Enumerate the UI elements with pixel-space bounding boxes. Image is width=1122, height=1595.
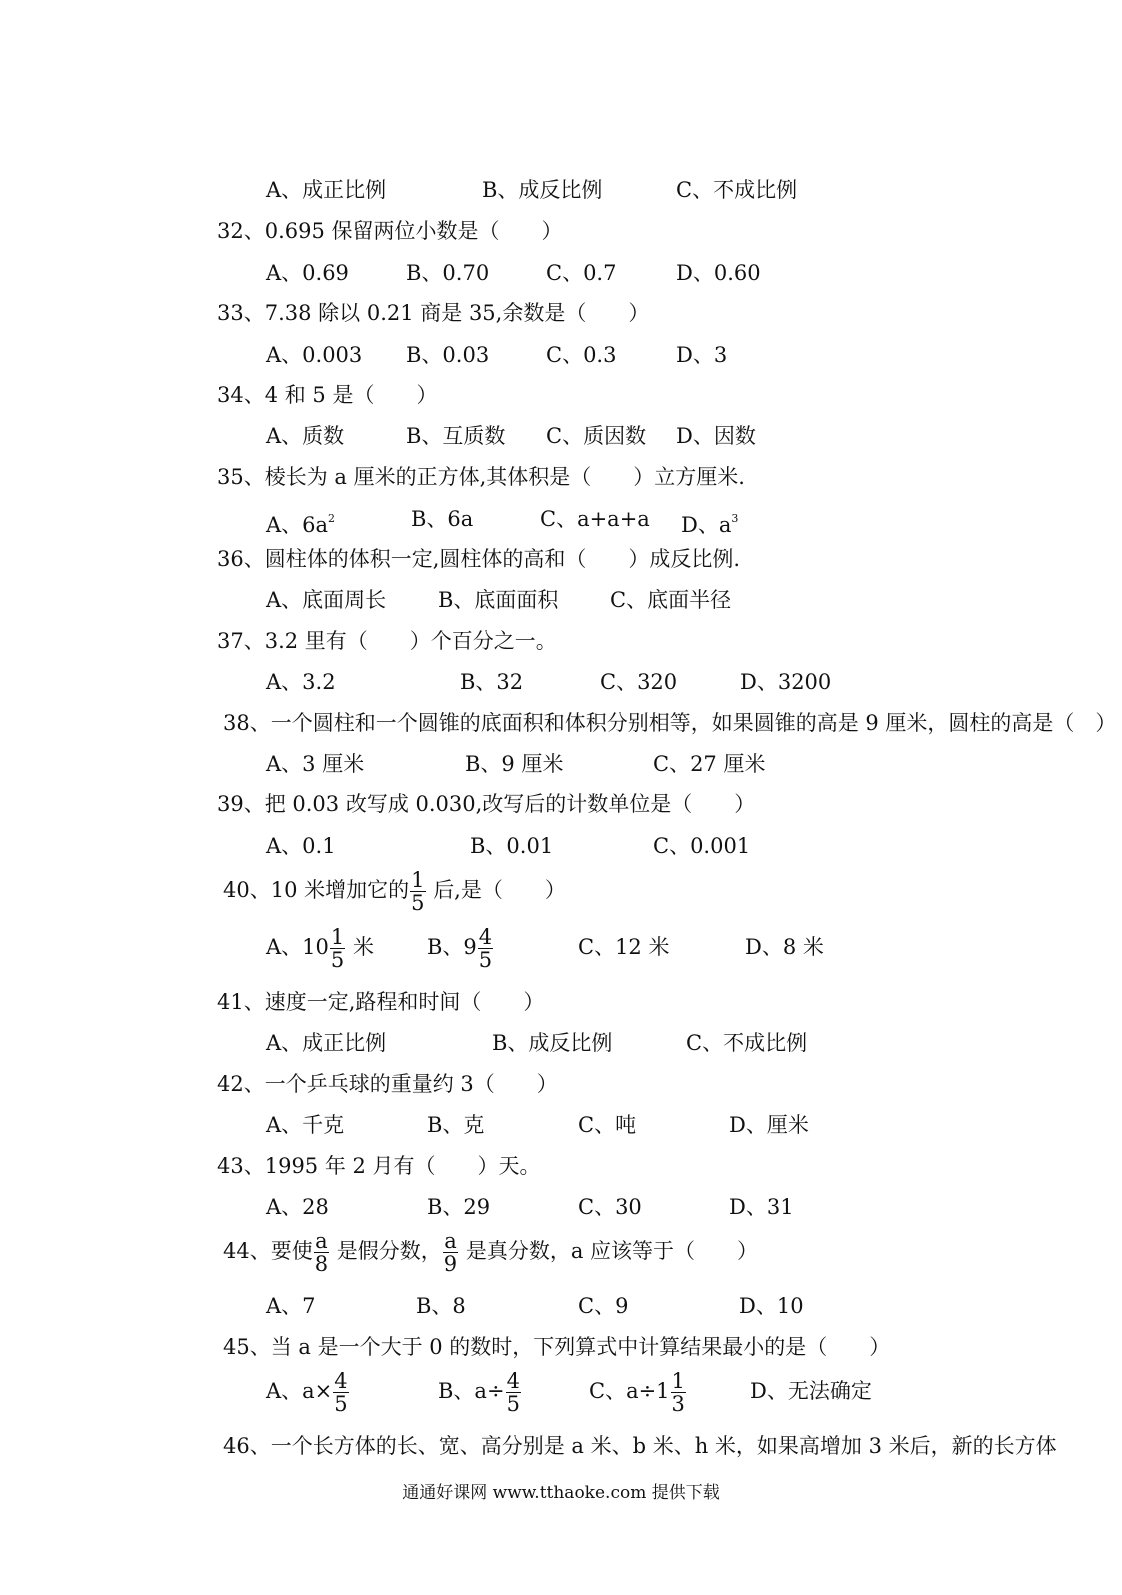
fraction-a-9: $\frac{a}{9}$ (443, 1229, 458, 1276)
q37-option-a: A、3.2 (266, 670, 336, 694)
fraction-1-5: $\frac{1}{5}$ (411, 868, 425, 915)
question-40: 40、10 米增加它的 $\frac{1}{5}$ 后,是（ ） (223, 868, 566, 915)
question-35: 35、棱长为 a 厘米的正方体,其体积是（ ）立方厘米. (217, 465, 745, 489)
q35-option-a: A、$6a^2$ (266, 512, 336, 537)
question-39: 39、把 0.03 改写成 0.030,改写后的计数单位是（ ） (217, 792, 756, 816)
question-36: 36、圆柱体的体积一定,圆柱体的高和（ ）成反比例. (217, 547, 741, 571)
q44-option-c: C、9 (578, 1294, 629, 1318)
q35-option-d: D、$a^3$ (681, 512, 739, 537)
fraction-a-8: $\frac{a}{8}$ (314, 1229, 329, 1276)
q35-option-c: C、a+a+a (540, 507, 650, 531)
q43-option-d: D、31 (729, 1195, 794, 1219)
question-46: 46、一个长方体的长、宽、高分别是 a 米、b 米、h 米，如果高增加 3 米后，新的长方体 (223, 1434, 1057, 1458)
q40-option-b: B、9 $\frac{4}{5}$ (427, 925, 493, 972)
q40-option-d: D、8 米 (745, 935, 824, 959)
q45-option-a: A、a× $\frac{4}{5}$ (266, 1369, 348, 1416)
q44-option-b: B、8 (416, 1294, 466, 1318)
q36-option-c: C、底面半径 (610, 588, 732, 612)
q31-option-b: B、成反比例 (482, 178, 603, 202)
q44-option-d: D、10 (739, 1294, 804, 1318)
q42-option-b: B、克 (427, 1113, 485, 1137)
q34-option-a: A、质数 (266, 424, 345, 448)
q36-option-a: A、底面周长 (266, 588, 387, 612)
q41-option-a: A、成正比例 (266, 1031, 387, 1055)
q44-option-a: A、7 (266, 1294, 316, 1318)
q45-option-b: B、a÷ $\frac{4}{5}$ (438, 1369, 520, 1416)
question-41: 41、速度一定,路程和时间（ ） (217, 990, 545, 1014)
q37-option-b: B、32 (460, 670, 524, 694)
q43-option-b: B、29 (427, 1195, 491, 1219)
q36-option-b: B、底面面积 (438, 588, 559, 612)
question-45: 45、当 a 是一个大于 0 的数时，下列算式中计算结果最小的是（ ） (223, 1335, 891, 1359)
q42-option-a: A、千克 (266, 1113, 345, 1137)
question-44: 44、要使 $\frac{a}{8}$ 是假分数， $\frac{a}{9}$ 是真分数，a 应该等于（ ） (223, 1229, 759, 1276)
q39-option-a: A、0.1 (266, 834, 336, 858)
q33-option-b: B、0.03 (406, 343, 490, 367)
q42-option-d: D、厘米 (729, 1113, 809, 1137)
q32-option-b: B、0.70 (406, 261, 490, 285)
q37-option-d: D、3200 (740, 670, 832, 694)
q40-option-c: C、12 米 (578, 935, 670, 959)
q32-option-c: C、0.7 (546, 261, 617, 285)
q39-option-c: C、0.001 (653, 834, 751, 858)
q43-option-a: A、28 (266, 1195, 329, 1219)
q33-option-d: D、3 (676, 343, 728, 367)
q32-option-a: A、0.69 (266, 261, 349, 285)
question-32: 32、0.695 保留两位小数是（ ） (217, 219, 563, 243)
q45-option-d: D、无法确定 (750, 1379, 872, 1403)
q38-option-a: A、3 厘米 (266, 752, 365, 776)
q42-option-c: C、吨 (578, 1113, 637, 1137)
q40-option-a: A、10 $\frac{1}{5}$ 米 (266, 925, 374, 972)
q31-option-a: A、成正比例 (266, 178, 387, 202)
q31-option-c: C、不成比例 (676, 178, 798, 202)
question-38: 38、一个圆柱和一个圆锥的底面积和体积分别相等，如果圆锥的高是 9 厘米，圆柱的高是（ ） (223, 711, 1117, 735)
q33-option-c: C、0.3 (546, 343, 617, 367)
q34-option-b: B、互质数 (406, 424, 506, 448)
q32-option-d: D、0.60 (676, 261, 761, 285)
q43-option-c: C、30 (578, 1195, 642, 1219)
question-43: 43、1995 年 2 月有（ ）天。 (217, 1154, 541, 1178)
page-footer: 通通好课网 www.tthaoke.com 提供下载 (402, 1483, 720, 1503)
exponent-3: 3 (731, 512, 739, 525)
question-34: 34、4 和 5 是（ ） (217, 383, 438, 407)
q41-option-b: B、成反比例 (492, 1031, 613, 1055)
q34-option-d: D、因数 (676, 424, 756, 448)
q41-option-c: C、不成比例 (686, 1031, 808, 1055)
q34-option-c: C、质因数 (546, 424, 647, 448)
q39-option-b: B、0.01 (470, 834, 554, 858)
q35-option-b: B、6a (411, 507, 474, 531)
q33-option-a: A、0.003 (266, 343, 363, 367)
exponent-2: 2 (328, 512, 336, 525)
q37-option-c: C、320 (600, 670, 678, 694)
q45-option-c: C、a÷1 $\frac{1}{3}$ (589, 1369, 685, 1416)
q38-option-c: C、27 厘米 (653, 752, 766, 776)
question-42: 42、一个乒乓球的重量约 3（ ） (217, 1072, 558, 1096)
q38-option-b: B、9 厘米 (465, 752, 564, 776)
question-33: 33、7.38 除以 0.21 商是 35,余数是（ ） (217, 301, 650, 325)
question-37: 37、3.2 里有（ ）个百分之一。 (217, 629, 557, 653)
